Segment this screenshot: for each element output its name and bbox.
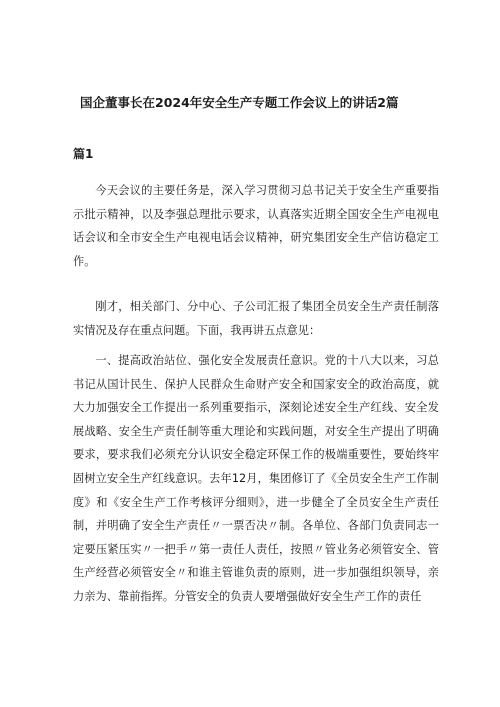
paragraph: 今天会议的主要任务是，深入学习贯彻习总书记关于安全生产重要指示批示精神，以及李强总理批示要求，认真落实近期全国安全生产电视电话会议和全市安全生产电视电话会议精神，研究集团安全生产信访稳定工作。 xyxy=(73,184,439,268)
paragraph: 刚才，相关部门、分中心、子公司汇报了集团全员安全生产责任制落实情况及存在重点问题。下面，我再讲五点意见： xyxy=(73,300,439,337)
section-heading: 篇1 xyxy=(73,147,94,161)
document-title: 国企董事长在2024年安全生产专题工作会议上的讲话2篇 xyxy=(80,95,399,110)
paragraph: 一、提高政治站位、强化安全发展责任意识。党的十八大以来，习总书记从国计民生、保护人民群众生命财产安全和国家安全的政治高度，就大力加强安全工作提出一系列重要指示，深刻论述安全生产红线、安全发展战略、安全生产责任制等重大理论和实践问题，对安全生产提出了明确要求，要求我们必须充分认识安全稳定环保工作的极端重要性，要始终牢固树立安全生产红线意识。去年12月，集团修订了《全员安全生产工作制度》和《安全生产工作考核评分细则》，进一步健全了全员安全生产责任制，并明确了安全生产责任〃一票否决〃制。各单位、各部门负责同志一定要压紧压实〃一把手〃第一责任人责任，按照〃管业务必须管安全、管生产经营必须管安全〃和谁主管谁负责的原则，进一步加强组织领导，亲力亲为、靠前指挥。分管安全的负责人要增强做好安全生产工作的责任 xyxy=(73,354,439,603)
